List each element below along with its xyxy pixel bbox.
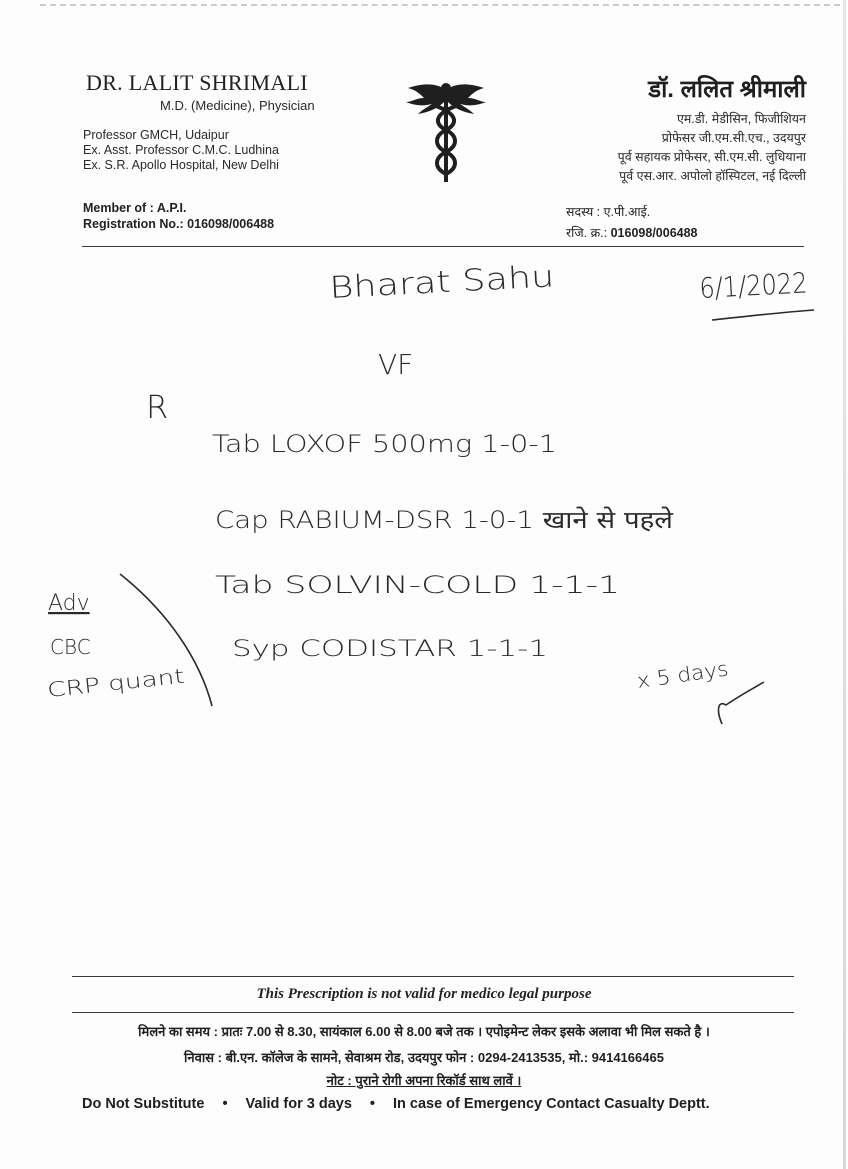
position-line: प्रोफेसर जी.एम.सी.एच., उदयपुर <box>661 131 806 145</box>
records-note <box>0 1071 848 1089</box>
member-of: Member of : A.P.I. <box>83 201 187 215</box>
bottom-notice <box>82 1096 710 1112</box>
residence-address: निवास : बी.एन. कॉलेज के सामने, सेवाश्रम रोड, उदयपुर फोन : 0294-2413535, मो.: 9414166465 <box>184 1050 664 1065</box>
position-line: पूर्व सहायक प्रोफेसर, सी.एम.सी. लुधियाना <box>617 150 806 164</box>
medicine-line: Syp CODISTAR 1-1-1 <box>232 637 548 662</box>
medicine-line: Cap RABIUM-DSR 1-0-1 खाने से पहले <box>215 506 674 534</box>
validity: Valid for 3 days <box>245 1096 352 1112</box>
medicine-line: Tab LOXOF 500mg 1-0-1 <box>212 430 557 458</box>
position-line: Ex. Asst. Professor C.M.C. Ludhina <box>83 143 279 157</box>
duration: x 5 days <box>635 657 723 693</box>
registration-number: Registration No.: 016098/006488 <box>83 217 275 231</box>
advice-label: Adv <box>48 591 90 616</box>
medicine-line: Tab SOLVIN-COLD 1-1-1 <box>215 571 620 599</box>
position-line: पूर्व एस.आर. अपोलो हॉस्पिटल, नई दिल्ली <box>619 169 806 183</box>
patient-name: Bharat Sahu <box>328 261 515 306</box>
position-line: Ex. S.R. Apollo Hospital, New Delhi <box>83 158 279 172</box>
date-underline <box>712 310 814 320</box>
registration-label: रजि. क्र.: <box>566 226 608 240</box>
signature <box>719 682 764 724</box>
rx-symbol: R <box>146 388 169 426</box>
prescription-date: 6/1/2022 <box>698 265 826 305</box>
footer-divider-top <box>72 976 794 977</box>
doctor-name-english: DR. LALIT SHRIMALI <box>86 70 308 95</box>
footer-divider-bottom <box>72 1012 794 1013</box>
doctor-name-hindi: डॉ. ललित श्रीमाली <box>648 76 806 103</box>
position-line: Professor GMCH, Udaipur <box>83 128 229 142</box>
records-note-text: नोट : पुराने रोगी अपना रिकॉर्ड साथ लावें । <box>326 1073 522 1088</box>
visiting-hours: मिलने का समय : प्रातः 7.00 से 8.30, सायंकाल 6.00 से 8.00 बजे तक । एपोइमेन्ट लेकर इसके अलावा भी मिल सकते है । <box>138 1024 710 1039</box>
position-line: एम.डी. मेडीसिन, फिजीशियन <box>676 112 806 126</box>
do-not-substitute: Do Not Substitute <box>82 1096 205 1112</box>
member-of-hindi: सदस्य : ए.पी.आई. <box>566 205 651 219</box>
emergency-contact: In case of Emergency Contact Casualty Deptt. <box>392 1096 710 1112</box>
doctor-degree-english: M.D. (Medicine), Physician <box>160 98 315 113</box>
registration-number: 016098/006488 <box>610 226 698 240</box>
bullet-separator: • <box>369 1096 375 1112</box>
investigation-line: CBC <box>50 635 91 659</box>
bullet-separator: • <box>222 1096 228 1112</box>
legal-disclaimer: This Prescription is not valid for medico legal purpose <box>256 986 592 1002</box>
complaint: VF <box>378 348 414 381</box>
investigation-line: CRP quant <box>46 667 153 702</box>
